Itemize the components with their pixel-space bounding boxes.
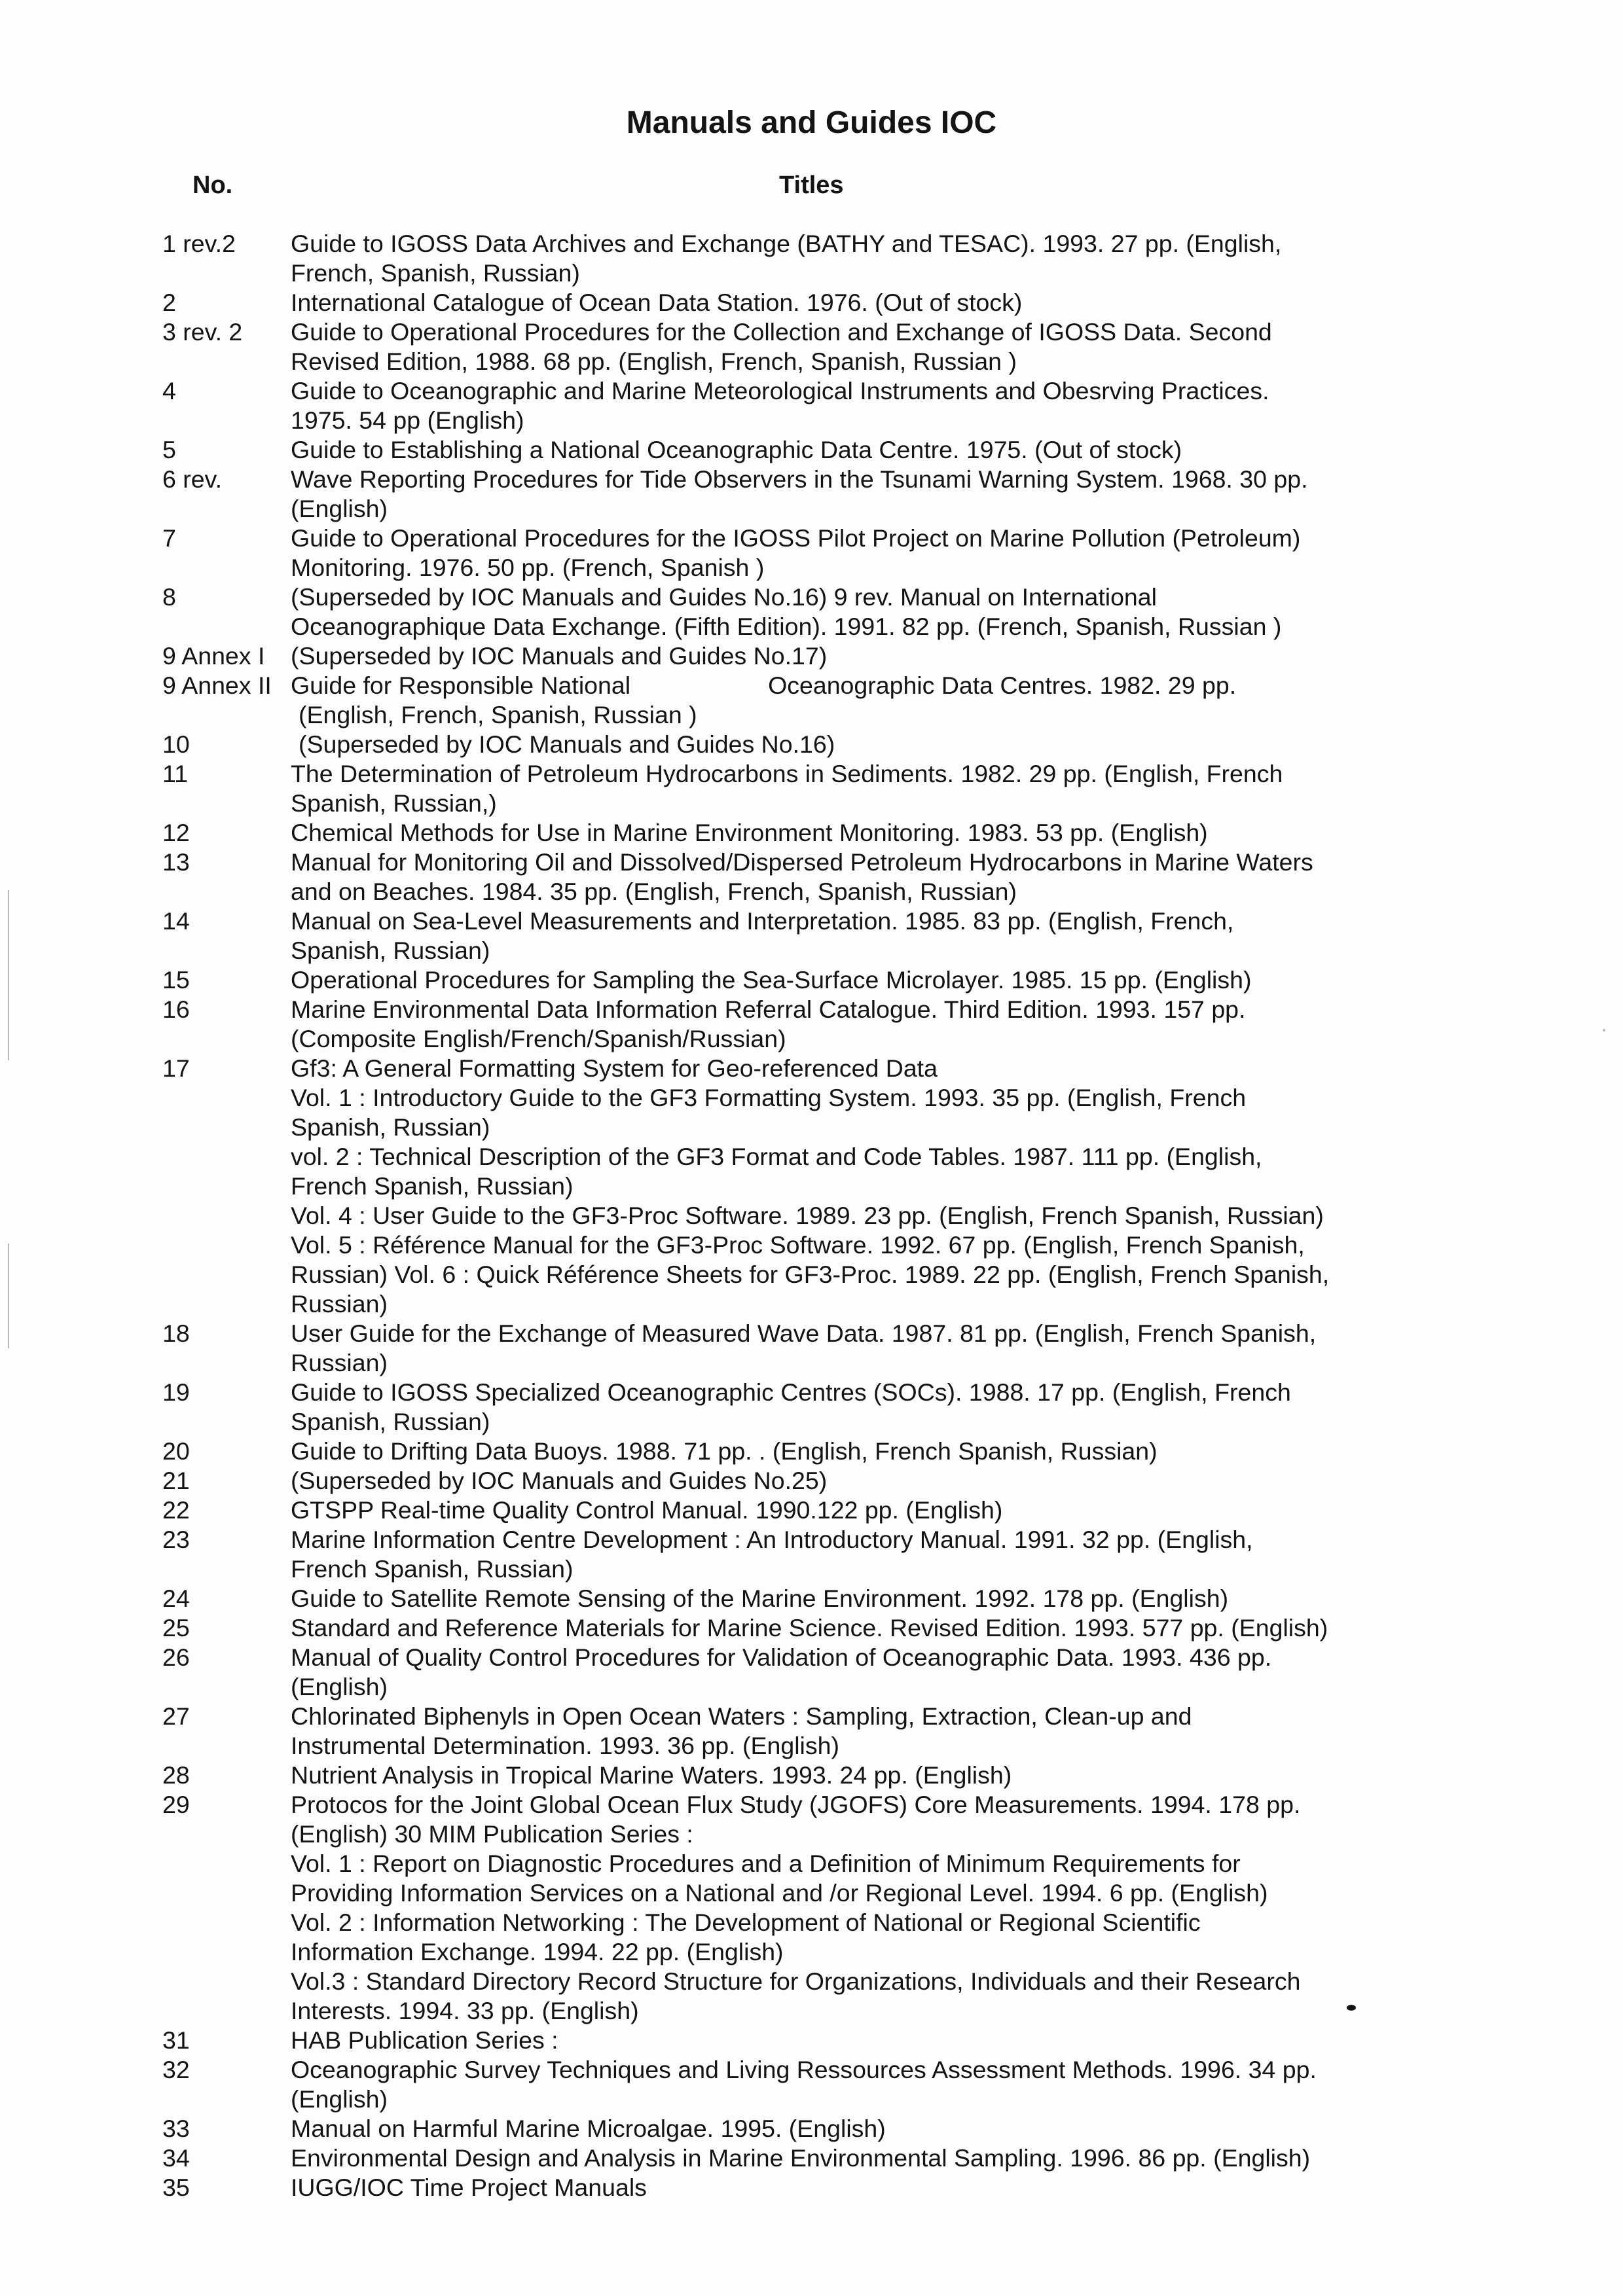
manual-entry [162, 1643, 1472, 1702]
entry-title-line: Spanish, Russian) [291, 937, 490, 964]
entry-title [291, 818, 1472, 848]
entry-number: 20 [162, 1437, 190, 1465]
entry-title [291, 848, 1472, 906]
entry-title-line: Vol. 1 : Introductory Guide to the GF3 Formatting System. 1993. 35 pp. (English, French [291, 1084, 1247, 1111]
entry-title [291, 376, 1472, 435]
entry-title [291, 1761, 1472, 1790]
entry-title [291, 317, 1472, 376]
entry-title-line: Vol.3 : Standard Directory Record Structure for Organizations, Individuals and their Research [291, 1967, 1301, 1995]
entry-title-line: (English) [291, 1673, 388, 1700]
entry-title [291, 1584, 1472, 1613]
entry-title [291, 524, 1472, 583]
entry-title-line: Spanish, Russian,) [291, 789, 497, 817]
entry-title-line: (Superseded by IOC Manuals and Guides No.16) [299, 730, 835, 758]
entry-title-line: Vol. 5 : Référence Manual for the GF3-Proc Software. 1992. 67 pp. (English, French Spanish, [291, 1231, 1305, 1259]
entry-number: 1 rev.2 [162, 230, 236, 257]
entry-title-line: (English) [291, 495, 388, 522]
entry-title [291, 2026, 1472, 2055]
manual-entry [162, 1790, 1472, 2026]
manual-entry [162, 229, 1472, 288]
entry-title-line: Guide to Oceanographic and Marine Meteorological Instruments and Obesrving Practices. [291, 377, 1269, 404]
manual-entry [162, 524, 1472, 583]
entry-title [291, 1319, 1472, 1378]
entry-title [291, 1378, 1472, 1437]
entry-title-line: French Spanish, Russian) [291, 1172, 574, 1200]
manual-entry [162, 671, 1472, 730]
entry-title-line: Oceanographic Survey Techniques and Living Ressources Assessment Methods. 1996. 34 pp. [291, 2056, 1317, 2083]
entry-title [291, 1643, 1472, 1702]
entry-number: 2 [162, 289, 176, 316]
entry-title-line: 1975. 54 pp (English) [291, 406, 524, 434]
scan-speck [1603, 1029, 1605, 1031]
document-title: Manuals and Guides IOC [626, 105, 997, 140]
entry-number: 13 [162, 848, 190, 876]
entry-title-line: HAB Publication Series : [291, 2026, 558, 2054]
manual-entry [162, 2026, 1472, 2055]
entry-title-line: Guide to Establishing a National Oceanographic Data Centre. 1975. (Out of stock) [291, 436, 1182, 463]
manual-entry [162, 1761, 1472, 1790]
entry-number: 9 Annex I [162, 642, 265, 670]
entry-title-line: User Guide for the Exchange of Measured Wave Data. 1987. 81 pp. (English, French Spanish, [291, 1319, 1317, 1347]
entry-number: 33 [162, 2115, 190, 2142]
entry-number: 17 [162, 1054, 190, 1082]
manual-entry [162, 2055, 1472, 2114]
entry-number: 18 [162, 1319, 190, 1347]
manual-entry [162, 465, 1472, 524]
column-header-no: No. [192, 171, 233, 199]
entry-title-line: Guide to Satellite Remote Sensing of the Marine Environment. 1992. 178 pp. (English) [291, 1585, 1229, 1612]
entry-title-line: Russian) [291, 1290, 388, 1318]
manual-entry [162, 995, 1472, 1054]
manual-entry [162, 848, 1472, 906]
entry-number: 10 [162, 730, 190, 758]
entry-title [291, 1525, 1472, 1584]
entry-number: 31 [162, 2026, 190, 2054]
entry-number: 22 [162, 1496, 190, 1524]
entry-title [291, 465, 1472, 524]
entry-number: 24 [162, 1585, 190, 1612]
entry-number: 35 [162, 2174, 190, 2201]
entry-title-line: Manual for Monitoring Oil and Dissolved/Dispersed Petroleum Hydrocarbons in Marine Waters [291, 848, 1313, 876]
entry-title-line: Information Exchange. 1994. 22 pp. (English) [291, 1938, 784, 1965]
entry-number: 8 [162, 583, 176, 611]
entry-title-line: Spanish, Russian) [291, 1408, 490, 1435]
entry-title [291, 1466, 1472, 1496]
entry-number: 34 [162, 2144, 190, 2172]
entry-title [291, 906, 1472, 965]
entry-title-line: (Superseded by IOC Manuals and Guides No.25) [291, 1467, 828, 1494]
entry-title-line: (English) 30 MIM Publication Series : [291, 1820, 693, 1848]
entry-title-line: French, Spanish, Russian) [291, 259, 580, 287]
entry-title [291, 2114, 1472, 2144]
column-header-titles: Titles [779, 171, 844, 199]
manuals-list [162, 229, 1472, 2202]
entry-title-line: Manual of Quality Control Procedures for Validation of Oceanographic Data. 1993. 436 pp. [291, 1643, 1272, 1671]
entry-title-line: Guide to Operational Procedures for the IGOSS Pilot Project on Marine Pollution (Petroleum) [291, 524, 1301, 552]
entry-title [291, 2144, 1472, 2173]
entry-title [291, 730, 1472, 759]
scan-edge-mark [8, 890, 9, 1060]
entry-title-line: Guide to IGOSS Data Archives and Exchange (BATHY and TESAC). 1993. 27 pp. (English, [291, 230, 1282, 257]
manual-entry [162, 2114, 1472, 2144]
entry-title-line: Providing Information Services on a National and /or Regional Level. 1994. 6 pp. (English) [291, 1879, 1268, 1907]
entry-title-line: Interests. 1994. 33 pp. (English) [291, 1997, 639, 2024]
manual-entry [162, 1437, 1472, 1466]
entry-number: 11 [162, 760, 188, 787]
entry-title [291, 435, 1472, 465]
manual-entry [162, 1054, 1472, 1319]
stray-bullet-mark [1347, 2005, 1356, 2011]
entry-number: 3 rev. 2 [162, 318, 243, 346]
entry-number: 28 [162, 1761, 190, 1789]
entry-number: 9 Annex II [162, 672, 272, 699]
entry-number: 19 [162, 1378, 190, 1406]
entry-title [291, 995, 1472, 1054]
entry-title-line: Monitoring. 1976. 50 pp. (French, Spanish ) [291, 554, 765, 581]
entry-title-line: Standard and Reference Materials for Marine Science. Revised Edition. 1993. 577 pp. (English) [291, 1614, 1328, 1641]
entry-title-line: Operational Procedures for Sampling the Sea-Surface Microlayer. 1985. 15 pp. (English) [291, 966, 1252, 994]
manual-entry [162, 1702, 1472, 1761]
entry-title [291, 641, 1472, 671]
scan-edge-mark [8, 1244, 9, 1348]
entry-title [291, 671, 1472, 730]
entry-title-line: International Catalogue of Ocean Data Station. 1976. (Out of stock) [291, 289, 1023, 316]
manual-entry [162, 1319, 1472, 1378]
entry-title [291, 1437, 1472, 1466]
entry-title-line: Marine Information Centre Development : An Introductory Manual. 1991. 32 pp. (English, [291, 1526, 1253, 1553]
entry-title-line: IUGG/IOC Time Project Manuals [291, 2174, 647, 2201]
entry-title-line: Russian) Vol. 6 : Quick Référence Sheets for GF3-Proc. 1989. 22 pp. (English, French Spanish, [291, 1261, 1330, 1288]
entry-title-line [291, 671, 1472, 700]
entry-title-line: Chemical Methods for Use in Marine Environment Monitoring. 1983. 53 pp. (English) [291, 819, 1208, 846]
entry-number: 16 [162, 996, 190, 1023]
manual-entry [162, 1613, 1472, 1643]
manual-entry [162, 376, 1472, 435]
entry-number: 12 [162, 819, 190, 846]
entry-title-line: vol. 2 : Technical Description of the GF3 Format and Code Tables. 1987. 111 pp. (English, [291, 1143, 1262, 1170]
entry-title-line: Marine Environmental Data Information Referral Catalogue. Third Edition. 1993. 157 pp. [291, 996, 1246, 1023]
entry-title-line: The Determination of Petroleum Hydrocarbons in Sediments. 1982. 29 pp. (English, French [291, 760, 1283, 787]
entry-title [291, 229, 1472, 288]
entry-number: 14 [162, 907, 190, 935]
entry-title-line: Wave Reporting Procedures for Tide Observers in the Tsunami Warning System. 1968. 30 pp. [291, 465, 1308, 493]
manual-entry [162, 435, 1472, 465]
entry-number: 32 [162, 2056, 190, 2083]
entry-title-line: Vol. 1 : Report on Diagnostic Procedures and a Definition of Minimum Requirements for [291, 1850, 1241, 1877]
manual-entry [162, 818, 1472, 848]
entry-title-line: Protocos for the Joint Global Ocean Flux Study (JGOFS) Core Measurements. 1994. 178 pp. [291, 1791, 1301, 1818]
entry-title-line: (Composite English/French/Spanish/Russian) [291, 1025, 786, 1052]
entry-title-line: Environmental Design and Analysis in Marine Environmental Sampling. 1996. 86 pp. (English) [291, 2144, 1311, 2172]
manual-entry [162, 906, 1472, 965]
entry-title [291, 1496, 1472, 1525]
entry-title-line: Revised Edition, 1988. 68 pp. (English, French, Spanish, Russian ) [291, 348, 1017, 375]
entry-title-line: Guide to Drifting Data Buoys. 1988. 71 pp. . (English, French Spanish, Russian) [291, 1437, 1158, 1465]
manual-entry [162, 1496, 1472, 1525]
entry-number: 27 [162, 1702, 190, 1730]
entry-title [291, 1613, 1472, 1643]
entry-title-line: Manual on Harmful Marine Microalgae. 1995. (English) [291, 2115, 886, 2142]
entry-number: 15 [162, 966, 190, 994]
entry-title-line: Oceanographique Data Exchange. (Fifth Edition). 1991. 82 pp. (French, Spanish, Russian ) [291, 613, 1282, 640]
manual-entry [162, 2144, 1472, 2173]
manual-entry [162, 288, 1472, 317]
entry-title-line: Gf3: A General Formatting System for Geo-referenced Data [291, 1054, 938, 1082]
entry-title [291, 2173, 1472, 2202]
manual-entry [162, 965, 1472, 995]
entry-title [291, 1054, 1472, 1319]
entry-title-line: (English) [291, 2085, 388, 2113]
manual-entry [162, 583, 1472, 641]
manual-entry [162, 1525, 1472, 1584]
entry-title-line: Manual on Sea-Level Measurements and Interpretation. 1985. 83 pp. (English, French, [291, 907, 1234, 935]
entry-title [291, 1790, 1472, 2026]
entry-title [291, 1702, 1472, 1761]
manual-entry [162, 1584, 1472, 1613]
entry-title-line: Vol. 4 : User Guide to the GF3-Proc Software. 1989. 23 pp. (English, French Spanish, Russian) [291, 1202, 1324, 1229]
entry-number: 5 [162, 436, 176, 463]
entry-title [291, 759, 1472, 818]
entry-title-line: Guide to Operational Procedures for the Collection and Exchange of IGOSS Data. Second [291, 318, 1272, 346]
entry-number: 7 [162, 524, 176, 552]
entry-number: 21 [162, 1467, 190, 1494]
entry-title-line: (English, French, Spanish, Russian ) [299, 701, 697, 728]
entry-title-part: Guide for Responsible National [291, 672, 631, 699]
entry-number: 4 [162, 377, 176, 404]
entry-title-line: GTSPP Real-time Quality Control Manual. 1990.122 pp. (English) [291, 1496, 1003, 1524]
manual-entry [162, 641, 1472, 671]
entry-number: 23 [162, 1526, 190, 1553]
entry-title-line: Spanish, Russian) [291, 1113, 490, 1141]
entry-title-line: Instrumental Determination. 1993. 36 pp. (English) [291, 1732, 839, 1759]
entry-number: 26 [162, 1643, 190, 1671]
entry-title-line: Russian) [291, 1349, 388, 1376]
entry-number: 25 [162, 1614, 190, 1641]
entry-title-line: (Superseded by IOC Manuals and Guides No.16) 9 rev. Manual on International [291, 583, 1157, 611]
entry-number: 29 [162, 1791, 190, 1818]
entry-title-line: (Superseded by IOC Manuals and Guides No.17) [291, 642, 828, 670]
manual-entry [162, 1378, 1472, 1437]
entry-title-line: Vol. 2 : Information Networking : The Development of National or Regional Scientific [291, 1909, 1201, 1936]
entry-title-line: Guide to IGOSS Specialized Oceanographic Centres (SOCs). 1988. 17 pp. (English, French [291, 1378, 1291, 1406]
manual-entry [162, 730, 1472, 759]
entry-title-line: Nutrient Analysis in Tropical Marine Waters. 1993. 24 pp. (English) [291, 1761, 1012, 1789]
entry-title [291, 288, 1472, 317]
entry-title-part: Oceanographic Data Centres. 1982. 29 pp. [768, 672, 1237, 699]
entry-title-line: French Spanish, Russian) [291, 1555, 574, 1583]
manual-entry [162, 317, 1472, 376]
entry-title-line: Chlorinated Biphenyls in Open Ocean Waters : Sampling, Extraction, Clean-up and [291, 1702, 1192, 1730]
entry-title-line: and on Beaches. 1984. 35 pp. (English, French, Spanish, Russian) [291, 878, 1017, 905]
manual-entry [162, 1466, 1472, 1496]
entry-title [291, 965, 1472, 995]
entry-title [291, 2055, 1472, 2114]
manual-entry [162, 759, 1472, 818]
entry-number: 6 rev. [162, 465, 223, 493]
entry-title [291, 583, 1472, 641]
manual-entry [162, 2173, 1472, 2202]
